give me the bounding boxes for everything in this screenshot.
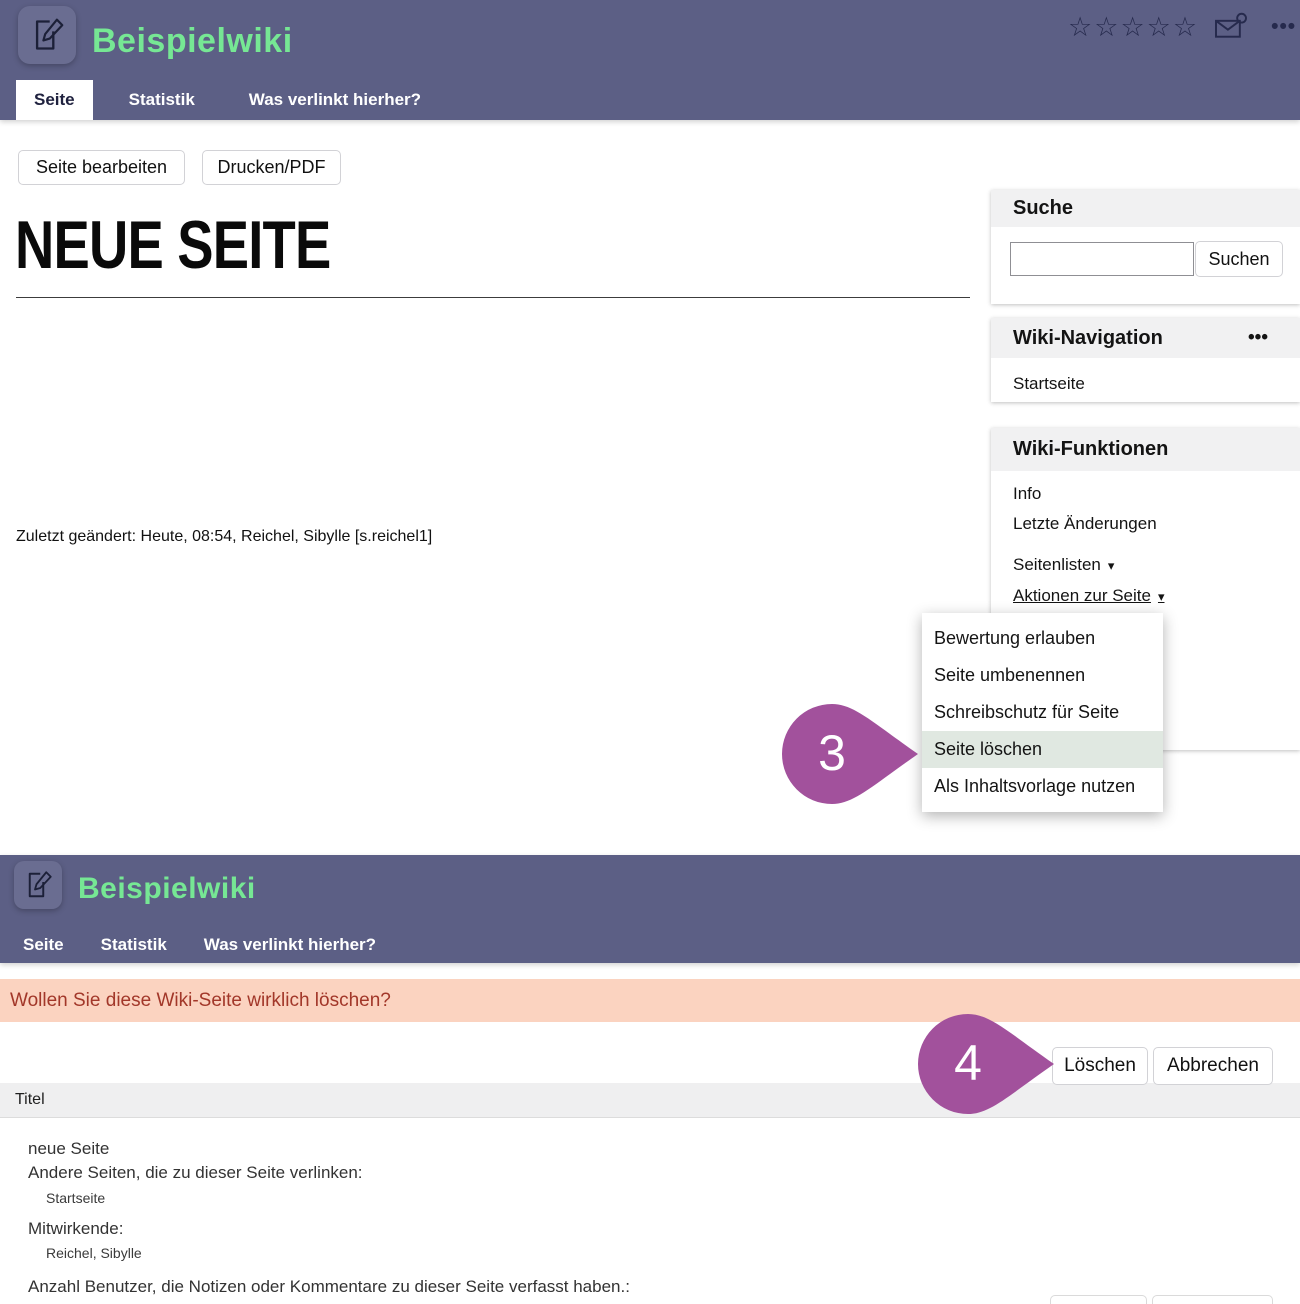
- seitenlisten-label: Seitenlisten: [1013, 555, 1101, 574]
- page-name-row: neue Seite: [28, 1139, 110, 1158]
- paper-pencil-icon: [29, 17, 65, 53]
- linking-page-item[interactable]: Startseite: [46, 1190, 106, 1206]
- wiki-functions-header: [991, 428, 1300, 471]
- info-link[interactable]: Info: [1013, 484, 1042, 503]
- wiki-functions-title: Wiki-Funktionen: [1013, 438, 1169, 460]
- menu-item-seite-umbenennen[interactable]: Seite umbenennen: [934, 665, 1086, 685]
- step-3-number: 3: [818, 724, 846, 781]
- wiki-tabbar-top: [16, 80, 439, 120]
- tab-statistik[interactable]: Statistik: [128, 90, 195, 109]
- cancel-button[interactable]: Abbrechen: [1153, 1047, 1273, 1085]
- star-rating-icon[interactable]: ☆: [1120, 12, 1145, 42]
- cutoff-delete-button[interactable]: [1050, 1295, 1147, 1304]
- step-4-number: 4: [954, 1034, 982, 1091]
- wiki-title: Beispielwiki: [92, 22, 293, 60]
- search-input[interactable]: [1010, 242, 1194, 276]
- star-rating-icon[interactable]: ☆: [1068, 12, 1093, 42]
- paper-pencil-icon: [23, 870, 53, 900]
- wiki-header-top: [0, 0, 1300, 120]
- cutoff-cancel-button[interactable]: [1152, 1295, 1273, 1304]
- note-users-label: Anzahl Benutzer, die Notizen oder Kommentare zu dieser Seite verfasst haben.:: [28, 1277, 630, 1296]
- mail-share-icon[interactable]: [1213, 12, 1249, 42]
- search-button[interactable]: Suchen: [1195, 241, 1283, 277]
- wiki-tabbar-bottom: [23, 927, 376, 963]
- edit-page-button[interactable]: Seite bearbeiten: [18, 150, 185, 185]
- navigation-more-icon[interactable]: •••: [1248, 327, 1268, 348]
- step-3-callout: [782, 704, 918, 804]
- tab-was-verlinkt-hierher[interactable]: Was verlinkt hierher?: [203, 935, 377, 954]
- page-title: NEUE SEITE: [15, 207, 331, 283]
- star-rating-icon[interactable]: ☆: [1094, 12, 1119, 42]
- alert-text: Wollen Sie diese Wiki-Seite wirklich löschen?: [10, 990, 391, 1011]
- linking-pages-label: Andere Seiten, die zu dieser Seite verlinken:: [28, 1163, 363, 1182]
- search-panel-header: [991, 190, 1300, 227]
- menu-item-seite-loeschen[interactable]: Seite löschen: [922, 731, 1163, 768]
- step-4-callout: [918, 1014, 1054, 1114]
- contributor-item: Reichel, Sibylle: [46, 1245, 142, 1261]
- titel-column-header: [0, 1083, 1300, 1118]
- wiki-navigation-title: Wiki-Navigation: [1013, 326, 1163, 349]
- tab-statistik[interactable]: Statistik: [100, 935, 167, 954]
- delete-confirmation-alert: [0, 979, 1300, 1022]
- more-actions-icon[interactable]: •••: [1271, 15, 1297, 38]
- titel-label: Titel: [15, 1091, 45, 1108]
- chevron-down-icon: ▾: [1157, 589, 1165, 604]
- last-changed-text: Zuletzt geändert: Heute, 08:54, Reichel, Sibylle [s.reichel1]: [16, 528, 433, 545]
- menu-item-inhaltsvorlage[interactable]: Als Inhaltsvorlage nutzen: [934, 776, 1136, 796]
- aktionen-zur-seite-dropdown[interactable]: [1013, 586, 1165, 606]
- wiki-navigation-panel: [991, 318, 1300, 402]
- header-icon-group: [1068, 12, 1296, 42]
- seitenlisten-dropdown[interactable]: [1013, 555, 1114, 575]
- wiki-navigation-header: [991, 318, 1300, 358]
- letzte-aenderungen-link[interactable]: Letzte Änderungen: [1013, 514, 1157, 533]
- wiki-edit-page-icon: [18, 6, 76, 64]
- search-panel: [991, 190, 1300, 304]
- aktionen-zur-seite-label: Aktionen zur Seite: [1013, 586, 1151, 605]
- menu-item-schreibschutz[interactable]: Schreibschutz für Seite: [934, 702, 1120, 722]
- contributors-label: Mitwirkende:: [28, 1219, 124, 1238]
- aktionen-dropdown-menu: [922, 613, 1163, 812]
- chevron-down-icon: ▾: [1107, 558, 1115, 573]
- startseite-link[interactable]: Startseite: [1013, 374, 1085, 393]
- tab-seite[interactable]: Seite: [23, 935, 64, 954]
- search-title: Suche: [1013, 197, 1074, 219]
- menu-item-bewertung-erlauben[interactable]: Bewertung erlauben: [934, 628, 1096, 648]
- title-divider: [16, 297, 970, 298]
- star-rating-icon[interactable]: ☆: [1146, 12, 1171, 42]
- print-pdf-button[interactable]: Drucken/PDF: [202, 150, 341, 185]
- delete-button[interactable]: Löschen: [1052, 1047, 1148, 1085]
- tab-was-verlinkt-hierher[interactable]: Was verlinkt hierher?: [248, 90, 422, 109]
- wiki-edit-page-icon: [14, 861, 62, 909]
- tab-seite[interactable]: Seite: [16, 80, 93, 120]
- star-rating-icon[interactable]: ☆: [1172, 12, 1198, 42]
- wiki-title: Beispielwiki: [78, 872, 256, 905]
